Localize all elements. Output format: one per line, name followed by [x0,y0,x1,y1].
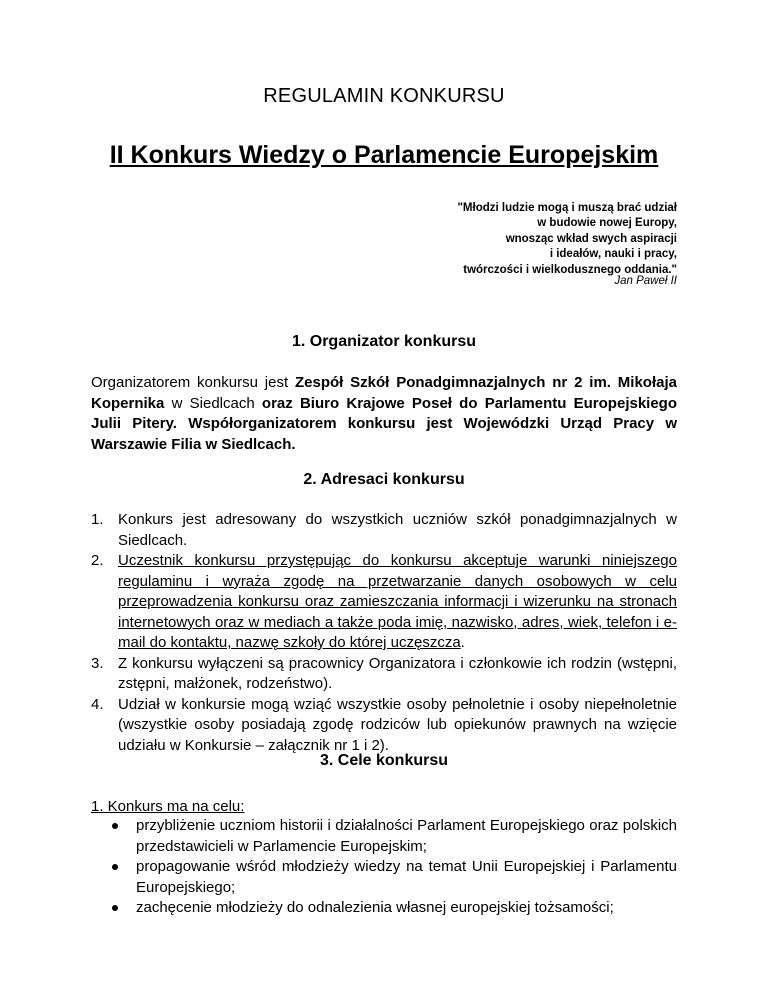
organizer-partners: oraz Biuro Krajowe Poseł do Parlamentu Europejskiego Julii Pitery. Współorganizatorem konkursu jest Wojewódzki Urząd Pracy w Warszawie Filia w Siedlcach. [91,394,677,453]
list-item-text: przybliżenie uczniom historii i działalności Parlament Europejskiego oraz polskich przedstawicieli w Parlamencie Europejskim; [136,817,677,855]
document-subtitle: II Konkurs Wiedzy o Parlamencie Europejskim [109,141,659,169]
list-item [110,857,677,898]
list-number: 3. [91,654,104,672]
list-item-text: propagowanie wśród młodzieży wiedzy na temat Unii Europejskiej i Parlamentu Europejskiego; [136,858,677,896]
bullet-icon [112,823,118,829]
list-item-text: Konkurs jest adresowany do wszystkich uczniów szkół ponadgimnazjalnych w Siedlcach. [118,511,677,549]
list-item [91,695,677,757]
list-item [110,898,677,919]
quote-author: Jan Paweł II [614,275,677,287]
list-number: 2. [91,552,104,569]
list-number: 4. [91,695,104,713]
quote-line: wnosząc wkład swych aspiracji [505,232,677,245]
section-heading-participants: 2. Adresaci konkursu [303,471,465,488]
organizer-text: Organizatorem konkursu jest [91,374,295,391]
list-item [91,551,677,654]
list-item [91,654,677,695]
bullet-icon [112,905,118,911]
list-item-text: Udział w konkursie mogą wziąć wszystkie osoby pełnoletnie i osoby niepełnoletnie (wszystkie osoby posiadają zgodę rodziców lub opiekunów prawnych na wzięcie udziału w Konkursie – załącznik nr 1 i 2). [118,695,677,754]
goals-list [110,816,677,919]
document-title: REGULAMIN KONKURSU [263,85,505,107]
section-heading-organizer: 1. Organizator konkursu [291,333,477,350]
quote-line: "Młodzi ludzie mogą i muszą brać udział [457,202,677,214]
list-item [110,816,677,857]
list-item-text: Z konkursu wyłączeni są pracownicy Organizatora i członkowie ich rodzin (wstępni, zstępni, małżonek, rodzeństwo). [118,654,677,692]
list-item-suffix: . [460,634,465,651]
list-number: 1. [91,511,104,528]
bullet-icon [112,864,118,870]
section-heading-goals: 3. Cele konkursu [319,752,449,769]
quote-line: w budowie nowej Europy, [537,217,677,230]
organizer-school: Zespół Szkół Ponadgimnazjalnych nr 2 im. Mikołaja Kopernika [91,374,677,412]
epigraph-quote [347,201,677,278]
quote-line: i ideałów, nauki i pracy, [549,248,677,261]
organizer-text: w Siedlcach [164,394,262,412]
list-item [91,510,677,551]
list-item-text: zachęcenie młodzieży do odnalezienia własnej europejskiej tożsamości; [136,899,614,916]
participants-list [91,510,677,756]
quote-line: twórczości i wielkodusznego oddania." [463,263,677,276]
list-item-text: Uczestnik konkursu przystępując do konkursu akceptuje warunki niniejszego regulaminu i wyraża zgodę na przetwarzanie danych osobowych w celu przeprowadzenia konkursu oraz zamieszczania informacji i wizerunku na stronach internetowych oraz w mediach a także poda imię, nazwisko, adres, wiek, telefon i e-mail do kontaktu, nazwę szkoły do której uczęszcza [118,552,677,651]
organizer-paragraph [91,373,677,455]
goals-intro: 1. Konkurs ma na celu: [91,798,245,815]
